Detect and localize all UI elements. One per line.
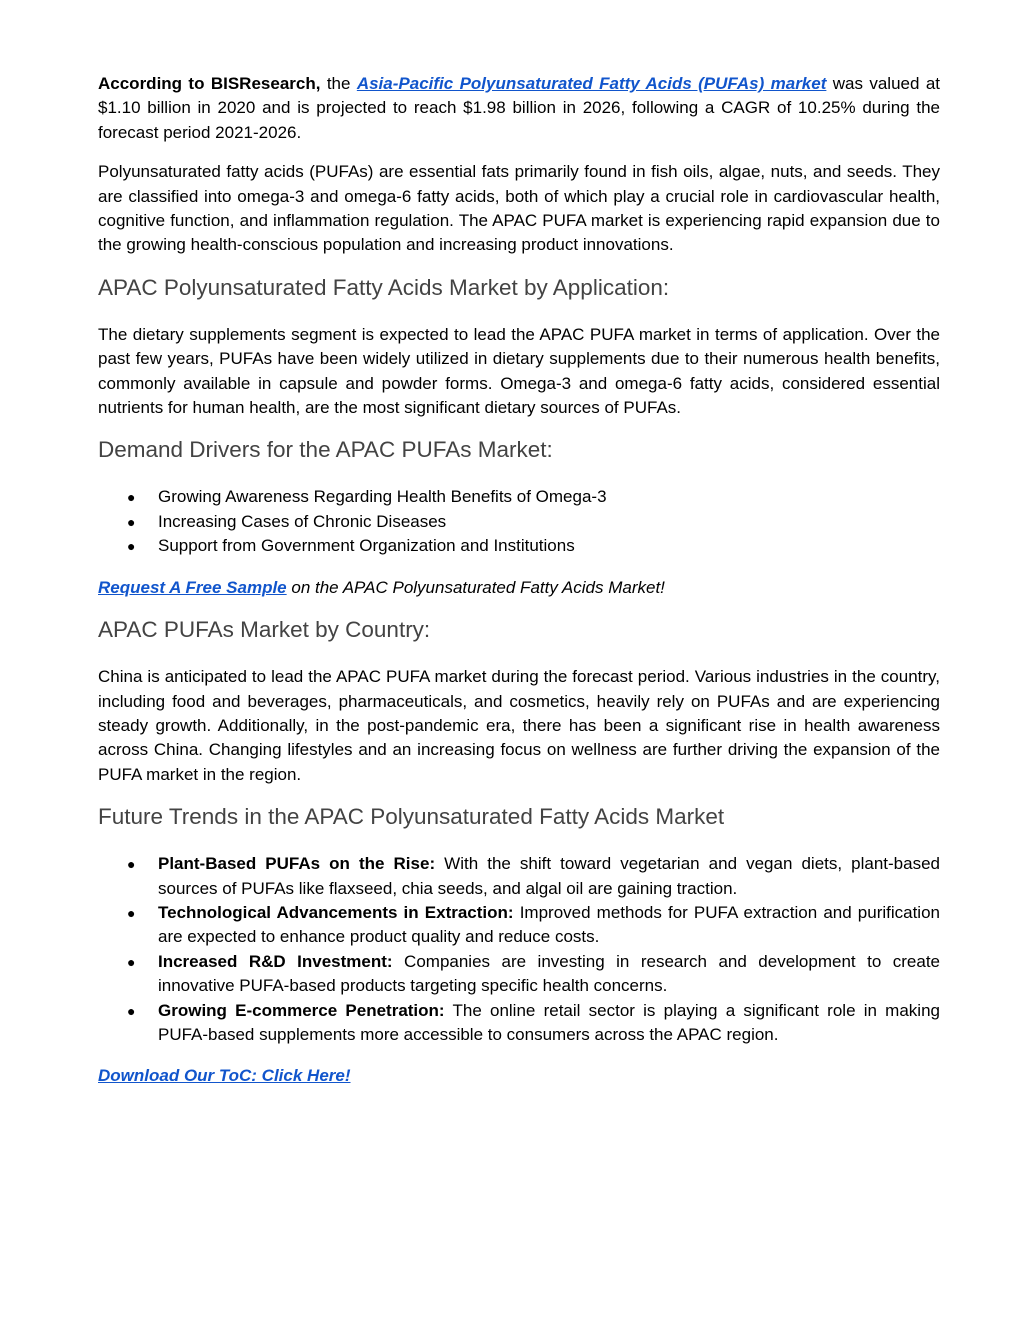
sample-cta [98,576,940,600]
driver-text: Support from Government Organization and Institutions [158,536,575,556]
application-paragraph: The dietary supplements segment is expected to lead the APAC PUFA market in terms of application. Over the past few years, PUFAs have been widely utilized in dietary supplements due to their numerous health benefits, commonly available in capsule and powder forms. Omega-3 and omega-6 fatty acids, considered essential nutrients for human health, are the most significant dietary sources of PUFAs. [98,324,940,418]
intro-connector: the [320,74,357,93]
document-page [98,72,940,1104]
country-heading: APAC PUFAs Market by Country: [98,617,431,643]
list-item [98,534,940,558]
bullet-icon: ● [127,953,136,970]
trend-text: Improved methods for PUFA extraction and purification are expected to enhance product quality and reduce costs. [158,902,940,947]
list-item [98,852,940,901]
trend-title: Plant-Based PUFAs on the Rise: [158,854,436,874]
intro-paragraph [98,72,940,145]
download-toc-link[interactable]: Download Our ToC: Click Here! [98,1066,351,1086]
intro-lead: According to BISResearch, [98,74,321,93]
trend-title: Technological Advancements in Extraction: [158,902,514,922]
toc-cta [98,1064,940,1088]
list-item [98,999,940,1048]
bullet-icon: ● [127,1002,136,1019]
trend-title: Increased R&D Investment: [158,951,393,971]
list-item [98,950,940,999]
request-sample-link[interactable]: Request A Free Sample [98,577,287,597]
trends-list [98,852,940,1047]
bullet-icon: ● [127,513,136,530]
intro-rest: was valued at $1.10 billion in 2020 and is projected to reach $1.98 billion in 2026, following a CAGR of 10.25% during the forecast period 2021-2026. [98,74,940,142]
list-item [98,510,940,534]
drivers-list [98,485,940,558]
bullet-icon: ● [127,856,136,873]
trend-text: With the shift toward vegetarian and vegan diets, plant-based sources of PUFAs like flaxseed, chia seeds, and algal oil are gaining traction. [158,854,940,898]
driver-text: Increasing Cases of Chronic Diseases [158,511,447,531]
application-heading: APAC Polyunsaturated Fatty Acids Market by Application: [98,274,670,300]
bullet-icon: ● [127,904,136,921]
trend-text: The online retail sector is playing a significant role in making PUFA-based supplements more accessible to consumers across the APAC region. [158,1000,940,1044]
trends-heading: Future Trends in the APAC Polyunsaturated Fatty Acids Market [98,804,725,830]
driver-text: Growing Awareness Regarding Health Benefits of Omega-3 [158,487,607,507]
trend-text: Companies are investing in research and development to create innovative PUFA-based products targeting specific health concerns. [158,951,940,996]
market-report-link[interactable]: Asia-Pacific Polyunsaturated Fatty Acids (PUFAs) market [356,74,827,93]
bullet-icon: ● [127,538,136,555]
drivers-heading: Demand Drivers for the APAC PUFAs Market: [98,437,553,463]
sample-cta-text: on the APAC Polyunsaturated Fatty Acids Market! [286,577,665,597]
country-paragraph: China is anticipated to lead the APAC PUFA market during the forecast period. Various industries in the country, including food and beverages, pharmaceuticals, and cosmetics, heavily rely on PUFAs and are experiencing steady growth. Additionally, in the post-pandemic era, there has been a significant rise in health awareness across China. Changing lifestyles and an increasing focus on wellness are further driving the expansion of the PUFA market in the region. [98,667,940,784]
bullet-icon: ● [127,489,136,506]
list-item [98,485,940,509]
overview-paragraph: Polyunsaturated fatty acids (PUFAs) are essential fats primarily found in fish oils, algae, nuts, and seeds. They are classified into omega-3 and omega-6 fatty acids, both of which play a crucial role in cardiovascular health, cognitive function, and inflammation regulation. The APAC PUFA market is experiencing rapid expansion due to the growing health-conscious population and increasing product innovations. [98,162,940,255]
list-item [98,901,940,950]
trend-title: Growing E-commerce Penetration: [158,1000,445,1020]
